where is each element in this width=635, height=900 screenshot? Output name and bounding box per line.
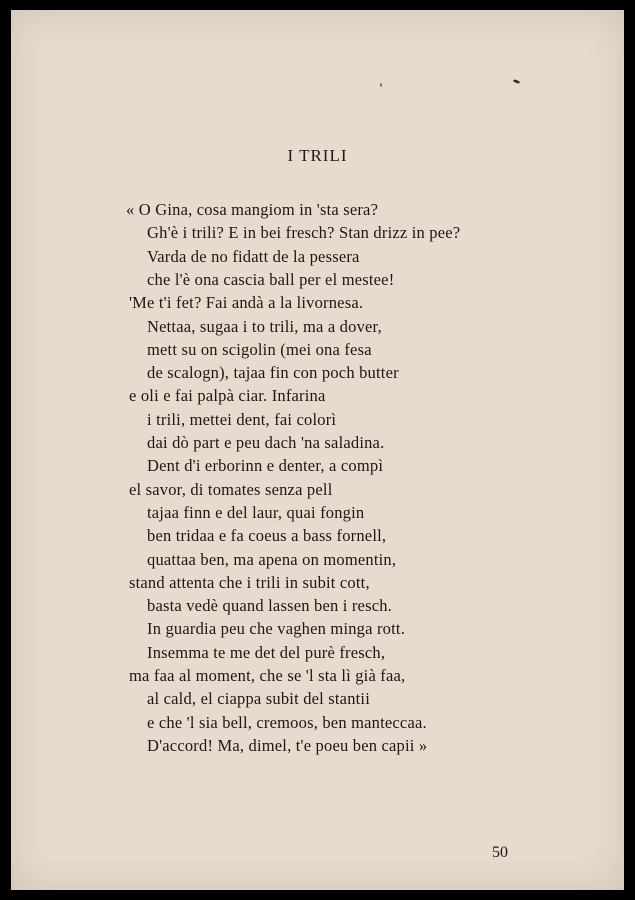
poem-line: Dent d'i erborinn e denter, a compì: [147, 456, 384, 476]
poem-line: tajaa finn e del laur, quai fongin: [147, 502, 365, 522]
poem-line: « O Gina, cosa mangiom in 'sta sera?: [126, 200, 379, 219]
poem-line: Nettaa, sugaa i to trili, ma a dover,: [147, 316, 382, 336]
poem-line: che l'è ona cascia ball per el mestee!: [147, 269, 395, 289]
book-page: [11, 10, 624, 890]
poem-line: Gh'è i trili? E in bei fresch? Stan drizz in pee?: [147, 223, 461, 243]
poem-line: quattaa ben, ma apena on momentin,: [147, 549, 397, 569]
poem-line: e oli e fai palpà ciar. Infarina: [129, 386, 326, 406]
poem-line: i trili, mettei dent, fai colorì: [147, 409, 337, 429]
poem-line: stand attenta che i trili in subit cott,: [129, 572, 370, 592]
poem-line: In guardia peu che vaghen minga rott.: [147, 619, 406, 639]
poem-line: al cald, el ciappa subit del stantii: [147, 689, 371, 709]
poem-line: de scalogn), tajaa fin con poch butter: [147, 363, 399, 383]
poem-line: basta vedè quand lassen ben i resch.: [147, 596, 392, 616]
poem-line: D'accord! Ma, dimel, t'e poeu ben capii »: [147, 735, 428, 755]
poem-line: dai dò part e peu dach 'na saladina.: [147, 433, 385, 452]
poem-line: 'Me t'i fet? Fai andà a la livornesa.: [129, 293, 364, 313]
poem-line: ben tridaa e fa coeus a bass fornell,: [147, 526, 387, 546]
paper-speck: [380, 83, 382, 87]
poem-line: Varda de no fidatt de la pessera: [147, 246, 360, 266]
poem-line: mett su on scigolin (mei ona fesa: [147, 339, 372, 359]
poem-line: el savor, di tomates senza pell: [129, 479, 333, 499]
poem-line: ma faa al moment, che se 'l sta lì già faa,: [129, 666, 406, 685]
poem-line: e che 'l sia bell, cremoos, ben manteccaa.: [147, 712, 427, 732]
poem-line: Insemma te me det del purè fresch,: [147, 642, 386, 662]
paper-speck: [513, 79, 521, 84]
page-number: 50: [492, 844, 508, 861]
poem-title: I TRILI: [287, 146, 348, 165]
